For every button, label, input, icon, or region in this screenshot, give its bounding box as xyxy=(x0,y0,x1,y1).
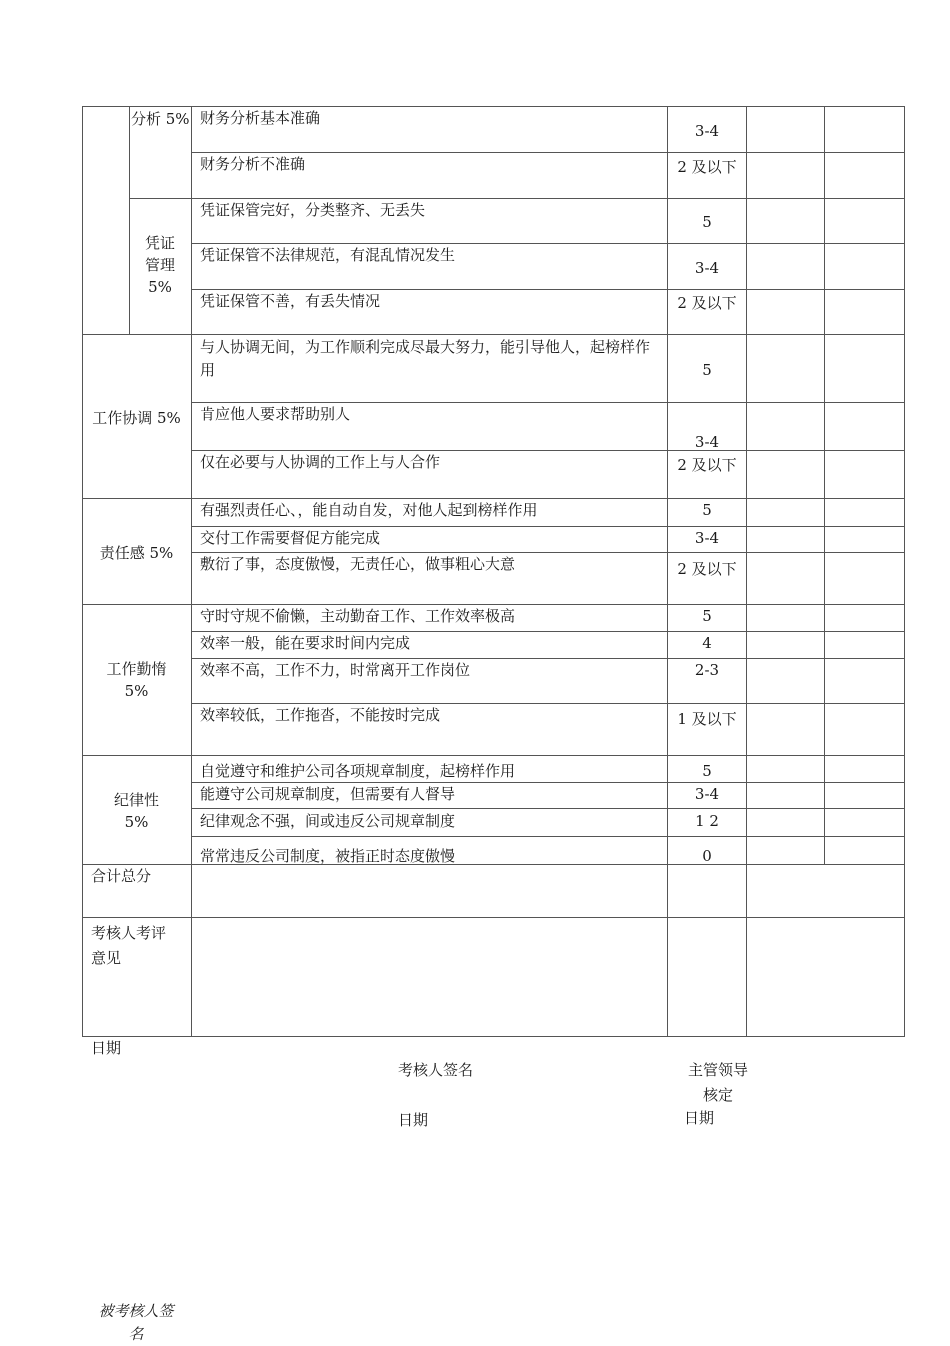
date-label: 日期 xyxy=(91,1039,122,1057)
criterion-score: 2 及以下 xyxy=(677,456,737,474)
reviewer-comment-label: 考核人考评 意见 xyxy=(91,924,167,967)
section-divider xyxy=(82,917,905,918)
table-border-right xyxy=(904,106,905,1036)
criterion-score: 3-4 xyxy=(694,785,720,803)
subcategory-label-voucher: 凭证 管理 5% xyxy=(144,234,175,296)
criterion-description: 效率不高，工作不力，时常离开工作岗位 xyxy=(200,661,471,679)
score-column-divider xyxy=(746,106,747,1036)
criterion-score: 1 2 xyxy=(695,812,719,830)
criterion-score: 3-4 xyxy=(694,433,720,451)
category-label-diligence: 工作勤惰 5% xyxy=(106,660,167,700)
row-divider xyxy=(191,808,905,809)
category-label-coordination: 工作协调 5% xyxy=(92,409,181,427)
criterion-description: 凭证保管不法律规范，有混乱情况发生 xyxy=(200,246,456,264)
criterion-description: 仅在必要与人协调的工作上与人合作 xyxy=(200,453,441,471)
subcategory-label-analysis: 分析 5% xyxy=(131,110,190,128)
category-column-divider xyxy=(191,106,192,1036)
criterion-score: 5 xyxy=(702,607,712,625)
criterion-score: 1 及以下 xyxy=(677,710,737,728)
section-divider xyxy=(82,755,905,756)
criterion-score: 5 xyxy=(702,501,712,519)
criterion-description: 守时守规不偷懒，主动勤奋工作、工作效率极高 xyxy=(200,607,516,625)
criterion-score: 2 及以下 xyxy=(677,158,737,176)
criterion-description: 凭证保管不善，有丢失情况 xyxy=(200,292,381,310)
criterion-score: 5 xyxy=(702,361,712,379)
table-border-bottom xyxy=(82,1036,905,1037)
criterion-description: 敷衍了事，态度傲慢，无责任心，做事粗心大意 xyxy=(200,555,516,573)
subcategory-column-divider xyxy=(129,106,130,334)
criterion-score: 4 xyxy=(702,634,712,652)
criterion-description: 肯应他人要求帮助别人 xyxy=(200,405,351,423)
reviewee-signature-label: 被考核人签 名 xyxy=(98,1302,174,1343)
criterion-description: 自觉遵守和维护公司各项规章制度，起榜样作用 xyxy=(200,762,516,780)
criterion-description: 财务分析不准确 xyxy=(200,155,306,173)
criterion-score: 3-4 xyxy=(694,122,720,140)
criterion-description: 效率较低，工作拖沓，不能按时完成 xyxy=(200,706,441,724)
criterion-score: 2 及以下 xyxy=(677,560,737,578)
supervisor-approval-label: 主管领导 核定 xyxy=(687,1061,748,1104)
criterion-score: 0 xyxy=(702,847,712,865)
total-score-label: 合计总分 xyxy=(91,867,152,885)
category-label-responsibility: 责任感 5% xyxy=(99,544,174,562)
self-score-column-divider xyxy=(824,106,825,864)
criterion-description: 效率一般，能在要求时间内完成 xyxy=(200,634,411,652)
criterion-description: 纪律观念不强，间或违反公司规章制度 xyxy=(200,812,456,830)
criterion-description: 财务分析基本准确 xyxy=(200,109,321,127)
criterion-score: 3-4 xyxy=(694,259,720,277)
criterion-description: 能遵守公司规章制度，但需要有人督导 xyxy=(200,785,456,803)
criterion-description: 凭证保管完好，分类整齐、无丢失 xyxy=(200,201,426,219)
criterion-description: 有强烈责任心、，能自动自发，对他人起到榜样作用 xyxy=(200,501,538,519)
category-label-discipline: 纪律性 5% xyxy=(113,791,159,831)
section-divider xyxy=(82,334,905,335)
criterion-description: 与人协调无间，为工作顺利完成尽最大努力，能引导他人，起榜样作用 xyxy=(200,338,651,379)
reviewer-date-label: 日期 xyxy=(398,1111,429,1129)
criterion-score: 3-4 xyxy=(694,529,720,547)
table-border-left xyxy=(82,106,83,1036)
criterion-score: 5 xyxy=(702,762,712,780)
criterion-description: 常常违反公司制度，被指正时态度傲慢 xyxy=(200,847,456,865)
criterion-score: 2 及以下 xyxy=(677,294,737,312)
criterion-description: 交付工作需要督促方能完成 xyxy=(200,529,381,547)
row-divider xyxy=(191,836,905,837)
criterion-score: 5 xyxy=(702,213,712,231)
supervisor-date-label: 日期 xyxy=(684,1109,715,1127)
criterion-score: 2-3 xyxy=(694,661,720,679)
reviewer-signature-label: 考核人签名 xyxy=(398,1061,474,1079)
